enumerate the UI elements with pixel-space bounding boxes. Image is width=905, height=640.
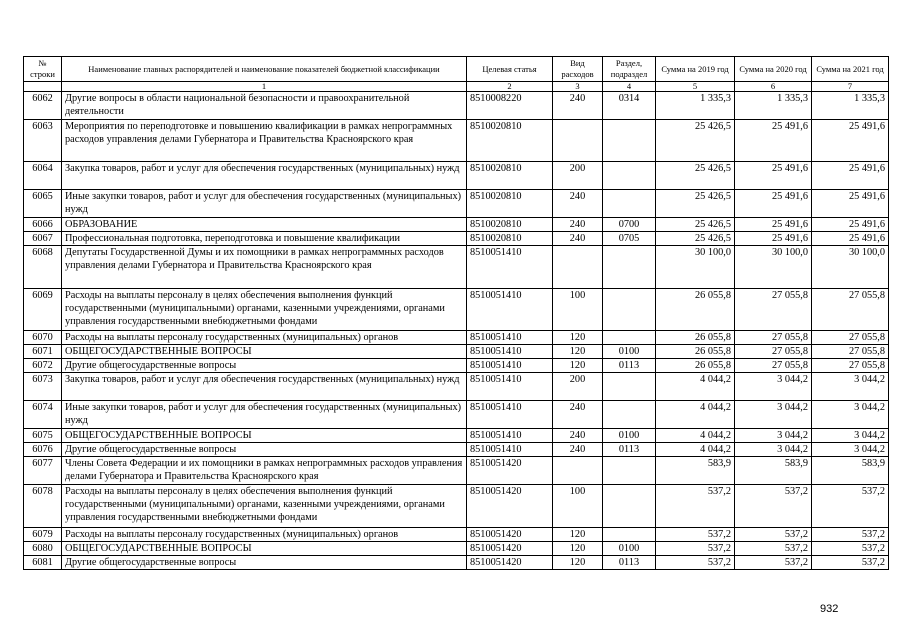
row-name: Профессиональная подготовка, переподготовка и повышение квалификации: [62, 232, 467, 246]
table-row: [24, 218, 889, 232]
header-target-article: Целевая статья: [467, 57, 553, 82]
table-row: [24, 528, 889, 542]
row-section: [603, 331, 656, 345]
row-number: 6079: [24, 528, 62, 542]
row-sum-2019: 26 055,8: [656, 345, 735, 359]
row-name: Мероприятия по переподготовке и повышению квалификации в рамках непрограммных расходов управления делами Губернатора и Правительства Красноярского края: [62, 120, 467, 162]
row-target-article: 8510051410: [467, 443, 553, 457]
row-sum-2019: 26 055,8: [656, 289, 735, 331]
row-sum-2019: 4 044,2: [656, 401, 735, 429]
row-expense-type: 240: [553, 190, 603, 218]
row-sum-2020: 1 335,3: [735, 92, 812, 120]
row-sum-2021: 25 491,6: [812, 218, 889, 232]
row-target-article: 8510051410: [467, 359, 553, 373]
row-target-article: 8510051410: [467, 429, 553, 443]
column-number: 4: [603, 82, 656, 92]
row-expense-type: 120: [553, 528, 603, 542]
row-expense-type: 100: [553, 485, 603, 528]
row-section: [603, 373, 656, 401]
row-target-article: 8510051420: [467, 542, 553, 556]
row-sum-2020: 27 055,8: [735, 359, 812, 373]
column-number: 3: [553, 82, 603, 92]
table-row: [24, 542, 889, 556]
row-number: 6070: [24, 331, 62, 345]
row-sum-2020: 537,2: [735, 485, 812, 528]
row-target-article: 8510051410: [467, 331, 553, 345]
row-number: 6072: [24, 359, 62, 373]
row-section: 0113: [603, 443, 656, 457]
header-expense-type: Вид расходов: [553, 57, 603, 82]
row-target-article: 8510051420: [467, 556, 553, 570]
header-sum-2020: Сумма на 2020 год: [735, 57, 812, 82]
table-row: [24, 232, 889, 246]
row-name: ОБЩЕГОСУДАРСТВЕННЫЕ ВОПРОСЫ: [62, 345, 467, 359]
row-target-article: 8510051410: [467, 345, 553, 359]
row-number: 6065: [24, 190, 62, 218]
page-number: 932: [820, 603, 839, 615]
row-name: Закупка товаров, работ и услуг для обеспечения государственных (муниципальных) нужд: [62, 162, 467, 190]
row-name: Расходы на выплаты персоналу государственных (муниципальных) органов: [62, 528, 467, 542]
row-expense-type: [553, 246, 603, 289]
row-name: Другие вопросы в области национальной безопасности и правоохранительной деятельности: [62, 92, 467, 120]
row-target-article: 8510051420: [467, 528, 553, 542]
table-row: [24, 457, 889, 485]
row-number: 6063: [24, 120, 62, 162]
row-sum-2021: 3 044,2: [812, 429, 889, 443]
row-sum-2021: 537,2: [812, 542, 889, 556]
row-section: 0100: [603, 345, 656, 359]
column-number: 1: [62, 82, 467, 92]
budget-table: [23, 56, 889, 570]
row-sum-2021: 583,9: [812, 457, 889, 485]
table-row: [24, 429, 889, 443]
row-target-article: 8510020810: [467, 120, 553, 162]
row-name: Иные закупки товаров, работ и услуг для обеспечения государственных (муниципальных) нужд: [62, 190, 467, 218]
row-expense-type: 120: [553, 359, 603, 373]
table-row: [24, 92, 889, 120]
row-name: Другие общегосударственные вопросы: [62, 556, 467, 570]
row-name: ОБРАЗОВАНИЕ: [62, 218, 467, 232]
row-sum-2021: 3 044,2: [812, 443, 889, 457]
row-section: 0700: [603, 218, 656, 232]
row-number: 6076: [24, 443, 62, 457]
row-name: Депутаты Государственной Думы и их помощники в рамках непрограммных расходов управления делами Губернатора и Правительства Красноярского края: [62, 246, 467, 289]
row-expense-type: 100: [553, 289, 603, 331]
row-target-article: 8510008220: [467, 92, 553, 120]
row-sum-2021: 27 055,8: [812, 331, 889, 345]
row-expense-type: 240: [553, 429, 603, 443]
row-number: 6077: [24, 457, 62, 485]
table-row: [24, 120, 889, 162]
row-sum-2020: 3 044,2: [735, 373, 812, 401]
row-sum-2021: 30 100,0: [812, 246, 889, 289]
row-section: 0113: [603, 359, 656, 373]
row-sum-2020: 537,2: [735, 542, 812, 556]
row-target-article: 8510051420: [467, 485, 553, 528]
row-target-article: 8510020810: [467, 162, 553, 190]
row-number: 6073: [24, 373, 62, 401]
row-sum-2021: 537,2: [812, 556, 889, 570]
column-number-row: [24, 82, 889, 92]
row-name: Закупка товаров, работ и услуг для обеспечения государственных (муниципальных) нужд: [62, 373, 467, 401]
table-row: [24, 190, 889, 218]
row-name: ОБЩЕГОСУДАРСТВЕННЫЕ ВОПРОСЫ: [62, 429, 467, 443]
row-expense-type: 120: [553, 331, 603, 345]
row-sum-2021: 537,2: [812, 528, 889, 542]
row-sum-2019: 25 426,5: [656, 232, 735, 246]
row-expense-type: 200: [553, 162, 603, 190]
row-name: ОБЩЕГОСУДАРСТВЕННЫЕ ВОПРОСЫ: [62, 542, 467, 556]
row-expense-type: 120: [553, 542, 603, 556]
row-sum-2019: 583,9: [656, 457, 735, 485]
row-number: 6069: [24, 289, 62, 331]
row-expense-type: 240: [553, 218, 603, 232]
row-sum-2019: 537,2: [656, 528, 735, 542]
row-sum-2020: 27 055,8: [735, 331, 812, 345]
row-sum-2019: 537,2: [656, 485, 735, 528]
row-section: [603, 485, 656, 528]
row-number: 6067: [24, 232, 62, 246]
row-name: Другие общегосударственные вопросы: [62, 359, 467, 373]
row-sum-2019: 25 426,5: [656, 162, 735, 190]
row-target-article: 8510051410: [467, 373, 553, 401]
row-section: [603, 120, 656, 162]
row-expense-type: [553, 120, 603, 162]
row-sum-2021: 3 044,2: [812, 373, 889, 401]
row-number: 6068: [24, 246, 62, 289]
row-section: 0314: [603, 92, 656, 120]
row-name: Иные закупки товаров, работ и услуг для обеспечения государственных (муниципальных) нужд: [62, 401, 467, 429]
header-section: Раздел, подраздел: [603, 57, 656, 82]
row-name: Расходы на выплаты персоналу в целях обеспечения выполнения функций государственными (муниципальными) органами, казенными учреждениями, органами управления государственными внебюджетными фондами: [62, 485, 467, 528]
row-sum-2019: 25 426,5: [656, 218, 735, 232]
row-sum-2019: 4 044,2: [656, 443, 735, 457]
row-expense-type: 240: [553, 443, 603, 457]
row-name: Расходы на выплаты персоналу в целях обеспечения выполнения функций государственными (муниципальными) органами, казенными учреждениями, органами управления государственными внебюджетными фондами: [62, 289, 467, 331]
column-number: 7: [812, 82, 889, 92]
row-sum-2019: 25 426,5: [656, 120, 735, 162]
row-target-article: 8510020810: [467, 190, 553, 218]
row-number: 6066: [24, 218, 62, 232]
row-sum-2020: 27 055,8: [735, 289, 812, 331]
row-sum-2020: 25 491,6: [735, 162, 812, 190]
row-name: Члены Совета Федерации и их помощники в рамках непрограммных расходов управления делами Губернатора и Правительства Красноярского края: [62, 457, 467, 485]
row-number: 6074: [24, 401, 62, 429]
table-row: [24, 289, 889, 331]
row-sum-2020: 3 044,2: [735, 429, 812, 443]
row-expense-type: 200: [553, 373, 603, 401]
row-section: [603, 528, 656, 542]
row-expense-type: 240: [553, 232, 603, 246]
table-row: [24, 359, 889, 373]
row-section: [603, 246, 656, 289]
header-sum-2019: Сумма на 2019 год: [656, 57, 735, 82]
row-sum-2020: 583,9: [735, 457, 812, 485]
row-number: 6081: [24, 556, 62, 570]
table-row: [24, 556, 889, 570]
row-sum-2021: 25 491,6: [812, 162, 889, 190]
row-sum-2019: 1 335,3: [656, 92, 735, 120]
row-sum-2019: 30 100,0: [656, 246, 735, 289]
row-sum-2021: 3 044,2: [812, 401, 889, 429]
row-section: [603, 190, 656, 218]
row-target-article: 8510051420: [467, 457, 553, 485]
row-target-article: 8510020810: [467, 218, 553, 232]
row-expense-type: 240: [553, 92, 603, 120]
column-number: 5: [656, 82, 735, 92]
row-target-article: 8510051410: [467, 401, 553, 429]
row-section: 0100: [603, 542, 656, 556]
header-row-number: № строки: [24, 57, 62, 82]
row-section: [603, 401, 656, 429]
row-sum-2020: 537,2: [735, 556, 812, 570]
row-expense-type: [553, 457, 603, 485]
table-row: [24, 246, 889, 289]
row-sum-2021: 27 055,8: [812, 345, 889, 359]
row-sum-2020: 30 100,0: [735, 246, 812, 289]
row-section: 0100: [603, 429, 656, 443]
row-section: 0705: [603, 232, 656, 246]
row-name: Другие общегосударственные вопросы: [62, 443, 467, 457]
row-sum-2020: 25 491,6: [735, 120, 812, 162]
row-number: 6075: [24, 429, 62, 443]
row-target-article: 8510020810: [467, 232, 553, 246]
header-name: Наименование главных распорядителей и наименование показателей бюджетной классификации: [62, 57, 467, 82]
row-sum-2019: 537,2: [656, 556, 735, 570]
row-sum-2019: 26 055,8: [656, 359, 735, 373]
row-number: 6062: [24, 92, 62, 120]
row-sum-2020: 27 055,8: [735, 345, 812, 359]
row-sum-2021: 25 491,6: [812, 232, 889, 246]
table-header-row: [24, 57, 889, 82]
header-sum-2021: Сумма на 2021 год: [812, 57, 889, 82]
row-sum-2019: 26 055,8: [656, 331, 735, 345]
row-number: 6071: [24, 345, 62, 359]
row-section: 0113: [603, 556, 656, 570]
row-number: 6064: [24, 162, 62, 190]
row-sum-2021: 537,2: [812, 485, 889, 528]
row-sum-2020: 3 044,2: [735, 401, 812, 429]
row-sum-2020: 537,2: [735, 528, 812, 542]
row-sum-2019: 537,2: [656, 542, 735, 556]
row-target-article: 8510051410: [467, 246, 553, 289]
column-number: 2: [467, 82, 553, 92]
table-row: [24, 162, 889, 190]
row-expense-type: 120: [553, 345, 603, 359]
table-row: [24, 401, 889, 429]
column-number: [24, 82, 62, 92]
row-section: [603, 457, 656, 485]
row-sum-2019: 4 044,2: [656, 373, 735, 401]
row-sum-2019: 25 426,5: [656, 190, 735, 218]
row-target-article: 8510051410: [467, 289, 553, 331]
row-number: 6078: [24, 485, 62, 528]
table-row: [24, 345, 889, 359]
row-sum-2021: 1 335,3: [812, 92, 889, 120]
table-row: [24, 373, 889, 401]
column-number: 6: [735, 82, 812, 92]
row-expense-type: 120: [553, 556, 603, 570]
row-sum-2020: 3 044,2: [735, 443, 812, 457]
row-sum-2020: 25 491,6: [735, 218, 812, 232]
row-sum-2019: 4 044,2: [656, 429, 735, 443]
row-section: [603, 162, 656, 190]
row-name: Расходы на выплаты персоналу государственных (муниципальных) органов: [62, 331, 467, 345]
row-number: 6080: [24, 542, 62, 556]
table-row: [24, 485, 889, 528]
row-expense-type: 240: [553, 401, 603, 429]
row-sum-2021: 25 491,6: [812, 190, 889, 218]
row-sum-2021: 27 055,8: [812, 289, 889, 331]
row-sum-2020: 25 491,6: [735, 190, 812, 218]
row-sum-2021: 25 491,6: [812, 120, 889, 162]
table-row: [24, 331, 889, 345]
row-sum-2020: 25 491,6: [735, 232, 812, 246]
row-section: [603, 289, 656, 331]
row-sum-2021: 27 055,8: [812, 359, 889, 373]
table-row: [24, 443, 889, 457]
